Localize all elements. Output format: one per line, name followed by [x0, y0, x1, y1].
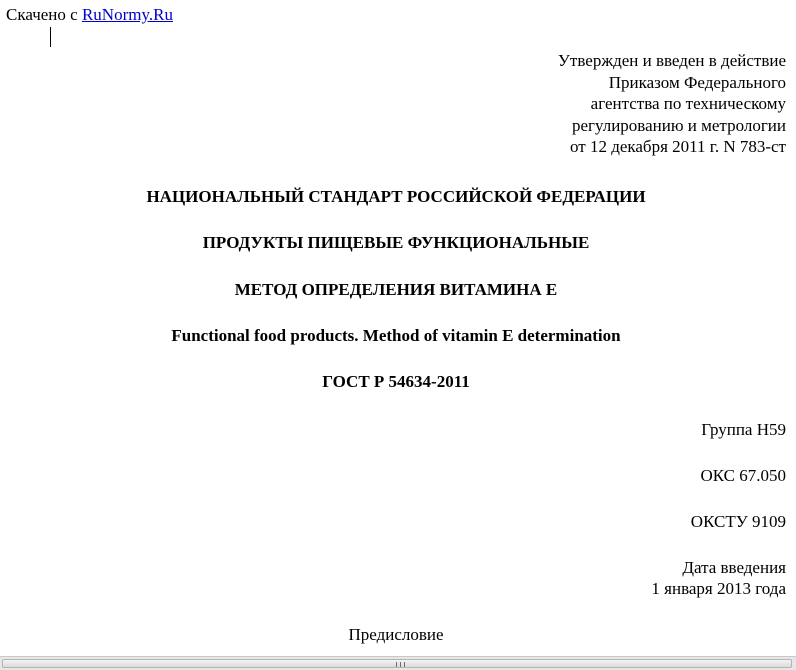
preface-heading: Предисловие [348, 625, 444, 644]
okstu-code: ОКСТУ 9109 [690, 512, 786, 531]
horizontal-scrollbar[interactable] [0, 656, 796, 670]
products-title: ПРОДУКТЫ ПИЩЕВЫЕ ФУНКЦИОНАЛЬНЫЕ [202, 233, 590, 252]
approval-line: агентства по техническому [590, 94, 786, 113]
intro-date-label: Дата введения [682, 558, 786, 577]
approval-line: Приказом Федерального [608, 72, 786, 92]
approval-line: от 12 декабря 2011 г. N 783-ст [569, 137, 786, 156]
scrollbar-thumb[interactable] [2, 659, 792, 668]
approval-line: регулированию и метрологии [571, 115, 786, 135]
source-line [6, 5, 173, 25]
grip-icon [396, 662, 405, 667]
intro-date-value: 1 января 2013 года [651, 579, 786, 598]
method-title: МЕТОД ОПРЕДЕЛЕНИЯ ВИТАМИНА Е [234, 280, 558, 299]
source-prefix: Скачено с [6, 5, 78, 24]
group-code: Группа Н59 [701, 420, 786, 439]
approval-block [558, 50, 786, 158]
standard-title: НАЦИОНАЛЬНЫЙ СТАНДАРТ РОССИЙСКОЙ ФЕДЕРАЦИИ [146, 187, 646, 206]
english-title: Functional food products. Method of vitamin E determination [171, 326, 621, 345]
gost-number: ГОСТ Р 54634-2011 [322, 372, 470, 391]
approval-line: Утвержден и введен в действие [557, 51, 786, 70]
text-cursor [50, 27, 51, 47]
source-link[interactable]: RuNormy.Ru [81, 5, 173, 24]
oks-code: ОКС 67.050 [700, 466, 786, 485]
